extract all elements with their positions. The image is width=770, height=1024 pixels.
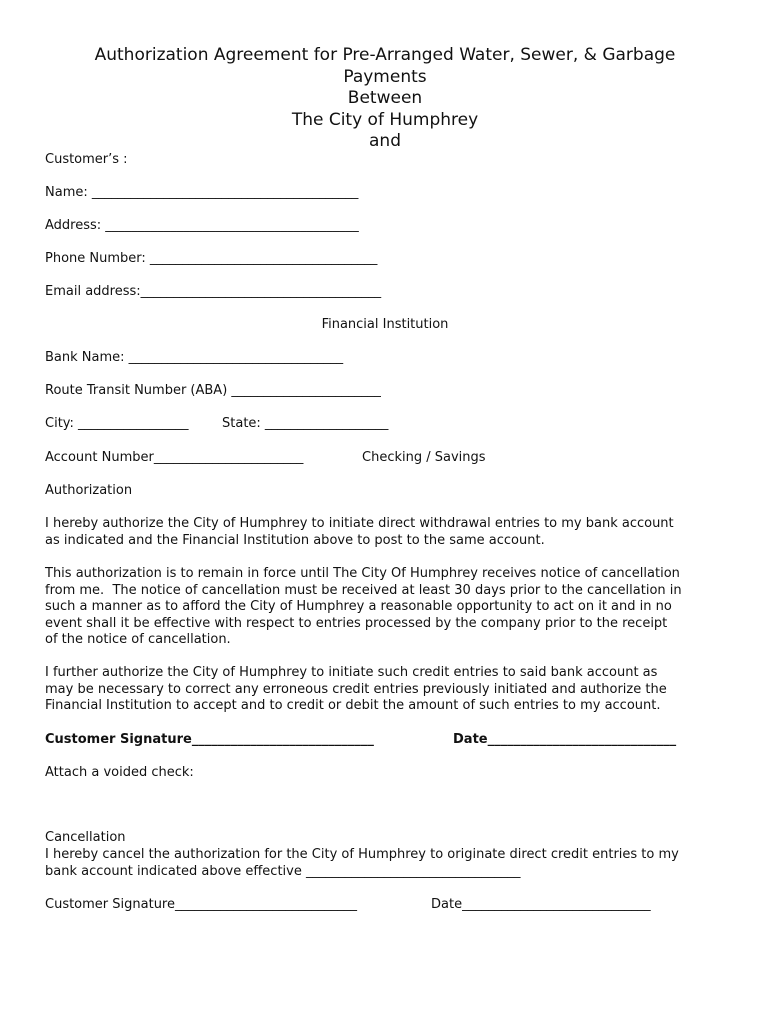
- authorization-heading: Authorization: [45, 483, 133, 498]
- city-field[interactable]: City: _________________: [45, 416, 189, 431]
- cancellation-effective-field[interactable]: bank account indicated above effective _________________________________: [45, 864, 521, 879]
- financial-heading: Financial Institution: [321, 317, 449, 332]
- title-line-5: and: [369, 131, 401, 151]
- title-line-1: Authorization Agreement for Pre-Arranged Water, Sewer, & Garbage: [94, 45, 676, 65]
- authorization-paragraph-1: I hereby authorize the City of Humphrey to initiate direct withdrawal entries to my bank account as indicated and the Financial Institution above to post to the same account.: [45, 516, 674, 548]
- email-field[interactable]: Email address:_____________________________________: [45, 284, 382, 299]
- authorization-paragraph-2: This authorization is to remain in force until The City Of Humphrey receives notice of cancellation from me. The notice of cancellation must be received at least 30 days prior to the cancellation in such a manner as to afford the City of Humphrey a reasonable opportunity to act on it and in no event shall it be effective with respect to entries processed by the company prior to the receipt of the notice of cancellation.: [45, 566, 682, 647]
- title-line-2: Payments: [343, 66, 427, 87]
- route-transit-field[interactable]: Route Transit Number (ABA) _______________________: [45, 383, 381, 398]
- cancellation-signature-field[interactable]: Customer Signature____________________________: [45, 897, 357, 912]
- attach-voided-check-label: Attach a voided check:: [45, 765, 194, 780]
- account-type-options[interactable]: Checking / Savings: [362, 450, 486, 465]
- customer-signature-field[interactable]: Customer Signature____________________________: [45, 732, 374, 747]
- customer-heading: Customer’s :: [45, 152, 128, 167]
- title-line-4: The City of Humphrey: [291, 109, 479, 130]
- bank-name-field[interactable]: Bank Name: _________________________________: [45, 350, 344, 365]
- cancellation-text: I hereby cancel the authorization for the City of Humphrey to originate direct credit entries to my: [45, 847, 679, 862]
- cancellation-heading: Cancellation: [45, 830, 126, 845]
- account-number-field[interactable]: Account Number_______________________: [45, 450, 304, 465]
- date-field[interactable]: Date_____________________________: [453, 732, 677, 747]
- cancellation-date-field[interactable]: Date_____________________________: [431, 897, 651, 912]
- address-field[interactable]: Address: _______________________________________: [45, 218, 359, 233]
- state-field[interactable]: State: ___________________: [222, 416, 389, 431]
- name-field[interactable]: Name: _________________________________________: [45, 185, 359, 200]
- phone-field[interactable]: Phone Number: ___________________________________: [45, 251, 378, 266]
- document-title: [0, 45, 770, 153]
- authorization-paragraph-3: I further authorize the City of Humphrey to initiate such credit entries to said bank account as may be necessary to correct any erroneous credit entries previously initiated and authorize the Financial Institution to accept and to credit or debit the amount of such entries to my account.: [45, 665, 667, 713]
- title-line-3: Between: [347, 88, 423, 108]
